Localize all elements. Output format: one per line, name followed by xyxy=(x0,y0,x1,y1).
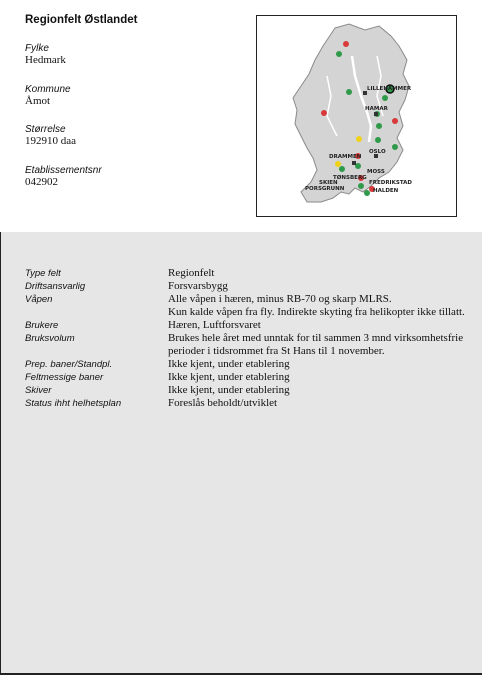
field-label: Etablissementsnr xyxy=(25,165,102,176)
marker-green-icon xyxy=(336,51,342,57)
field-label: Kommune xyxy=(25,84,71,95)
marker-green-icon xyxy=(346,89,352,95)
map-label: OSLO xyxy=(369,149,386,155)
details-list xyxy=(25,267,482,410)
map-label: TØNSBERG xyxy=(333,175,367,181)
marker-green-icon xyxy=(392,144,398,150)
detail-key: Våpen xyxy=(25,294,53,305)
map-label: HAMAR xyxy=(365,106,388,112)
detail-value: Ikke kjent, under etablering xyxy=(168,358,290,370)
location-map xyxy=(256,15,457,217)
marker-red-icon xyxy=(321,110,327,116)
detail-value: Forsvarsbygg xyxy=(168,280,228,292)
field-etablissementsnr xyxy=(25,165,102,188)
field-value: Åmot xyxy=(25,95,51,107)
field-label: Fylke xyxy=(25,43,49,54)
marker-red-icon xyxy=(392,118,398,124)
detail-value: Brukes hele året med unntak for til sammen 3 mnd virksomhetsfrie perioder i tidsrommet fra St Hans til 1 november. xyxy=(168,332,464,357)
detail-key: Feltmessige baner xyxy=(25,372,104,383)
city-square-icon xyxy=(352,161,356,165)
detail-value: Ikke kjent, under etablering xyxy=(168,371,290,383)
marker-green-icon xyxy=(382,95,388,101)
field-value: 042902 xyxy=(25,176,58,188)
detail-key: Skiver xyxy=(25,385,52,396)
page-title: Regionfelt Østlandet xyxy=(25,14,138,26)
detail-row-type-felt xyxy=(25,267,482,280)
detail-value: Foreslås beholdt/utviklet xyxy=(168,397,278,409)
map-label: LILLEHAMMER xyxy=(367,86,412,92)
marker-red-icon xyxy=(343,41,349,47)
detail-value: Regionfelt xyxy=(168,267,215,279)
map-label: DRAMMEN xyxy=(329,154,362,160)
marker-yellow-icon xyxy=(335,161,341,167)
marker-green-icon xyxy=(358,183,364,189)
detail-row-brukere xyxy=(25,319,482,332)
detail-key: Status ihht helhetsplan xyxy=(25,398,122,409)
field-kommune xyxy=(25,84,71,107)
map-label: FREDRIKSTAD xyxy=(369,180,412,186)
detail-row-status xyxy=(25,397,482,410)
detail-key: Type felt xyxy=(25,268,61,279)
map-label: SKIEN xyxy=(319,180,338,186)
marker-green-icon xyxy=(364,190,370,196)
map-label: PORSGRUNN xyxy=(305,186,345,192)
detail-row-driftsansvarlig xyxy=(25,280,482,293)
detail-key: Brukere xyxy=(25,320,59,331)
detail-row-skiver xyxy=(25,384,482,397)
detail-key: Prep. baner/Standpl. xyxy=(25,359,113,370)
detail-row-bruksvolum xyxy=(25,332,482,358)
detail-row-prep-baner xyxy=(25,358,482,371)
marker-green-icon xyxy=(375,137,381,143)
field-label: Størrelse xyxy=(25,124,66,135)
field-fylke xyxy=(25,43,66,66)
detail-row-feltmessige-baner xyxy=(25,371,482,384)
field-value: Hedmark xyxy=(25,54,66,66)
marker-yellow-icon xyxy=(356,136,362,142)
marker-green-icon xyxy=(376,123,382,129)
field-storrelse xyxy=(25,124,76,147)
city-square-icon xyxy=(374,112,378,116)
detail-value: Hæren, Luftforsvaret xyxy=(168,319,261,331)
detail-key: Bruksvolum xyxy=(25,333,75,344)
detail-value: Ikke kjent, under etablering xyxy=(168,384,290,396)
marker-green-icon xyxy=(339,166,345,172)
detail-key: Driftsansvarlig xyxy=(25,281,86,292)
detail-value: Alle våpen i hæren, minus RB-70 og skarp MLRS. Kun kalde våpen fra fly. Indirekte skyting fra helikopter ikke tillatt. xyxy=(168,293,465,318)
field-value: 192910 daa xyxy=(25,135,77,147)
map-svg xyxy=(257,16,456,216)
header-section xyxy=(0,0,482,232)
detail-row-vapen xyxy=(25,293,482,319)
map-label: MOSS xyxy=(367,169,385,175)
map-label: HALDEN xyxy=(373,188,399,194)
